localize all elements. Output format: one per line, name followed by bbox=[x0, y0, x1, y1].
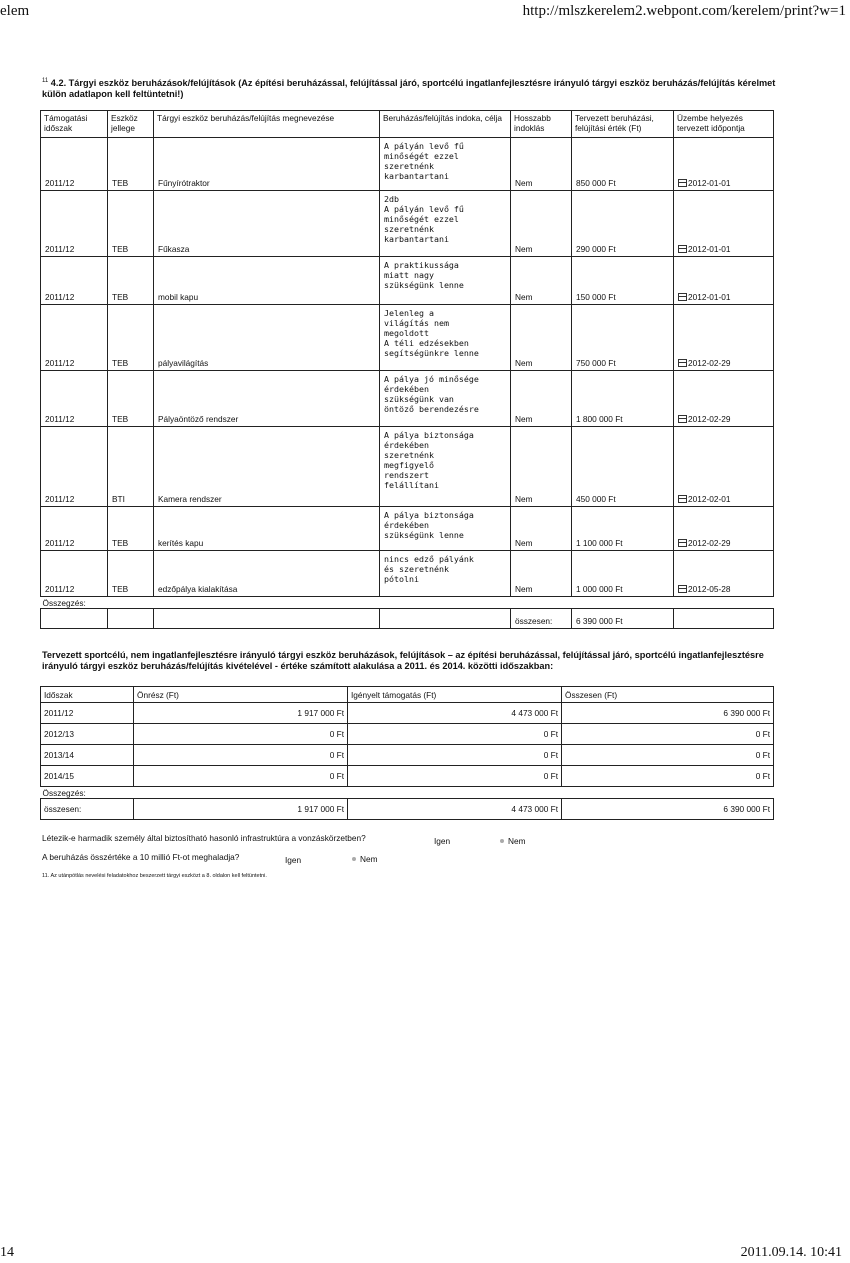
cell-total: 0 Ft bbox=[562, 724, 774, 745]
summary-row bbox=[41, 609, 774, 629]
table-header-row bbox=[41, 687, 774, 703]
cell-total: 6 390 000 Ft bbox=[562, 703, 774, 724]
asset-investment-table bbox=[40, 110, 774, 629]
cell-own: 0 Ft bbox=[134, 724, 348, 745]
date-value: 2012-05-28 bbox=[688, 584, 731, 594]
date-value: 2012-01-01 bbox=[688, 292, 731, 302]
cell-period: 2011/12 bbox=[41, 427, 108, 507]
cell-type: TEB bbox=[108, 257, 154, 305]
cell-period: 2011/12 bbox=[41, 257, 108, 305]
cell-requested: 0 Ft bbox=[348, 724, 562, 745]
col-header-type: Eszköz jellege bbox=[108, 111, 154, 138]
cell-period: 2011/12 bbox=[41, 703, 134, 724]
cell-value: 150 000 Ft bbox=[572, 257, 674, 305]
cell-type: TEB bbox=[108, 551, 154, 597]
cell-value: 1 000 000 Ft bbox=[572, 551, 674, 597]
table-row bbox=[41, 371, 774, 427]
summary-row bbox=[41, 799, 774, 820]
cell-name: mobil kapu bbox=[154, 257, 380, 305]
cell-period: 2011/12 bbox=[41, 551, 108, 597]
cell-value: 450 000 Ft bbox=[572, 427, 674, 507]
col-header-date: Üzembe helyezés tervezett időpontja bbox=[674, 111, 774, 138]
table-header-row bbox=[41, 111, 774, 138]
cell-period: 2011/12 bbox=[41, 138, 108, 191]
cell-longer: Nem bbox=[511, 371, 572, 427]
summary-cell bbox=[380, 609, 511, 629]
cell-total: 0 Ft bbox=[562, 766, 774, 787]
radio-dot-icon bbox=[352, 857, 356, 861]
cell-period: 2011/12 bbox=[41, 305, 108, 371]
summary-cell bbox=[674, 609, 774, 629]
calendar-icon[interactable] bbox=[678, 245, 687, 253]
cell-own: 0 Ft bbox=[134, 766, 348, 787]
question-over-10m: A beruházás összértéke a 10 millió Ft-ot meghaladja? bbox=[42, 852, 240, 862]
cell-value: 750 000 Ft bbox=[572, 305, 674, 371]
footnote-ref: 11 bbox=[42, 78, 49, 84]
calendar-icon[interactable] bbox=[678, 415, 687, 423]
question-third-party: Létezik-e harmadik személy által biztosítható hasonló infrastruktúra a vonzáskörzetben? bbox=[42, 833, 366, 843]
cell-period: 2014/15 bbox=[41, 766, 134, 787]
total-own: 1 917 000 Ft bbox=[134, 799, 348, 820]
cell-longer: Nem bbox=[511, 507, 572, 551]
date-value: 2012-02-29 bbox=[688, 538, 731, 548]
cell-date[interactable] bbox=[674, 507, 774, 551]
date-value: 2012-02-29 bbox=[688, 414, 731, 424]
radio-no-label: Nem bbox=[508, 836, 526, 846]
radio-no-label: Nem bbox=[360, 854, 378, 864]
total-value: 6 390 000 Ft bbox=[572, 609, 674, 629]
cell-longer: Nem bbox=[511, 191, 572, 257]
calendar-icon[interactable] bbox=[678, 539, 687, 547]
cell-longer: Nem bbox=[511, 551, 572, 597]
cell-name: Fűnyírótraktor bbox=[154, 138, 380, 191]
cell-total: 0 Ft bbox=[562, 745, 774, 766]
cell-longer: Nem bbox=[511, 257, 572, 305]
cell-period: 2011/12 bbox=[41, 507, 108, 551]
summary-cell bbox=[41, 609, 108, 629]
table-row bbox=[41, 191, 774, 257]
date-value: 2012-02-29 bbox=[688, 358, 731, 368]
cell-date[interactable] bbox=[674, 551, 774, 597]
table-row bbox=[41, 427, 774, 507]
cell-reason: A pálya biztonsága érdekében szükségünk lenne bbox=[380, 507, 511, 551]
period-breakdown-table bbox=[40, 686, 774, 820]
cell-type: TEB bbox=[108, 507, 154, 551]
cell-period: 2013/14 bbox=[41, 745, 134, 766]
cell-longer: Nem bbox=[511, 138, 572, 191]
date-value: 2012-01-01 bbox=[688, 178, 731, 188]
table-row bbox=[41, 724, 774, 745]
calendar-icon[interactable] bbox=[678, 495, 687, 503]
cell-reason: A pályán levő fű minőségét ezzel szeretnénk karbantartani bbox=[380, 138, 511, 191]
cell-date[interactable] bbox=[674, 191, 774, 257]
cell-date[interactable] bbox=[674, 427, 774, 507]
col-header-name: Tárgyi eszköz beruházás/felújítás megnevezése bbox=[154, 111, 380, 138]
cell-longer: Nem bbox=[511, 305, 572, 371]
cell-reason: A pálya jó minősége érdekében szükségünk van öntöző berendezésre bbox=[380, 371, 511, 427]
calendar-icon[interactable] bbox=[678, 179, 687, 187]
date-value: 2012-01-01 bbox=[688, 244, 731, 254]
cell-requested: 0 Ft bbox=[348, 766, 562, 787]
header-left-text: elem bbox=[0, 3, 30, 19]
cell-type: BTI bbox=[108, 427, 154, 507]
table-row bbox=[41, 305, 774, 371]
summary-cell bbox=[108, 609, 154, 629]
section-title bbox=[42, 76, 782, 100]
table-row bbox=[41, 507, 774, 551]
summary-cell bbox=[154, 609, 380, 629]
calendar-icon[interactable] bbox=[678, 293, 687, 301]
calendar-icon[interactable] bbox=[678, 359, 687, 367]
summary-label-row bbox=[41, 787, 774, 799]
radio-yes-third-party[interactable]: Igen bbox=[434, 836, 451, 846]
radio-no-over-10m[interactable] bbox=[352, 854, 378, 864]
cell-requested: 0 Ft bbox=[348, 745, 562, 766]
summary-label: Összegzés: bbox=[41, 787, 774, 799]
cell-date[interactable] bbox=[674, 371, 774, 427]
cell-longer: Nem bbox=[511, 427, 572, 507]
cell-type: TEB bbox=[108, 305, 154, 371]
cell-type: TEB bbox=[108, 371, 154, 427]
cell-name: pályavilágítás bbox=[154, 305, 380, 371]
table-row bbox=[41, 766, 774, 787]
cell-name: Fűkasza bbox=[154, 191, 380, 257]
table-row bbox=[41, 138, 774, 191]
cell-value: 290 000 Ft bbox=[572, 191, 674, 257]
cell-reason: 2db A pályán levő fű minőségét ezzel szeretnénk karbantartani bbox=[380, 191, 511, 257]
cell-value: 850 000 Ft bbox=[572, 138, 674, 191]
col-header-period: Támogatási időszak bbox=[41, 111, 108, 138]
radio-yes-over-10m[interactable]: Igen bbox=[285, 855, 302, 865]
cell-reason: A pálya biztonsága érdekében szeretnénk megfigyelő rendszert felállítani bbox=[380, 427, 511, 507]
cell-period: 2011/12 bbox=[41, 371, 108, 427]
table-row bbox=[41, 551, 774, 597]
cell-value: 1 100 000 Ft bbox=[572, 507, 674, 551]
cell-name: Kamera rendszer bbox=[154, 427, 380, 507]
cell-name: edzőpálya kialakítása bbox=[154, 551, 380, 597]
cell-date[interactable] bbox=[674, 138, 774, 191]
cell-reason: Jelenleg a világítás nem megoldott A téli edzésekben segítségünkre lenne bbox=[380, 305, 511, 371]
cell-own: 0 Ft bbox=[134, 745, 348, 766]
cell-type: TEB bbox=[108, 138, 154, 191]
cell-period: 2012/13 bbox=[41, 724, 134, 745]
cell-value: 1 800 000 Ft bbox=[572, 371, 674, 427]
cell-own: 1 917 000 Ft bbox=[134, 703, 348, 724]
table-row bbox=[41, 257, 774, 305]
header-url: http://mlszkerelem2.webpont.com/kerelem/print?w=1 bbox=[522, 3, 846, 19]
summary-label-row bbox=[41, 597, 774, 609]
col-header-own: Önrész (Ft) bbox=[134, 687, 348, 703]
cell-date[interactable] bbox=[674, 305, 774, 371]
footnote: 11. Az utánpótlás nevelési feladatokhoz beszerzett tárgyi eszközt a 8. oldalon kell feltüntetni. bbox=[42, 873, 267, 879]
col-header-longer: Hosszabb indoklás bbox=[511, 111, 572, 138]
cell-type: TEB bbox=[108, 191, 154, 257]
radio-dot-icon bbox=[500, 839, 504, 843]
calendar-icon[interactable] bbox=[678, 585, 687, 593]
col-header-reason: Beruházás/felújítás indoka, célja bbox=[380, 111, 511, 138]
table-row bbox=[41, 703, 774, 724]
cell-date[interactable] bbox=[674, 257, 774, 305]
section2-title: Tervezett sportcélú, nem ingatlanfejlesztésre irányuló tárgyi eszköz beruházások, felújítások – az építési beruházással, felújítással járó, sportcélú ingatlanfejlesztésre irányuló tárgyi eszköz beruházás/felújítás kivételével - értéke számított alakulása a 2011. és 2014. közötti időszakban: bbox=[42, 650, 764, 671]
col-header-total: Összesen (Ft) bbox=[562, 687, 774, 703]
date-value: 2012-02-01 bbox=[688, 494, 731, 504]
total-label: összesen: bbox=[511, 609, 572, 629]
cell-period: 2011/12 bbox=[41, 191, 108, 257]
cell-name: Pályaöntöző rendszer bbox=[154, 371, 380, 427]
cell-requested: 4 473 000 Ft bbox=[348, 703, 562, 724]
page-number: 14 bbox=[0, 1245, 14, 1260]
total-sum: 6 390 000 Ft bbox=[562, 799, 774, 820]
col-header-requested: Igényelt támogatás (Ft) bbox=[348, 687, 562, 703]
cell-reason: nincs edző pályánk és szeretnénk pótolni bbox=[380, 551, 511, 597]
section-title-text: 4.2. Tárgyi eszköz beruházások/felújítások (Az építési beruházással, felújítással járó, sportcélú ingatlanfejlesztésre irányuló tárgyi eszköz beruházás/felújítás kérelmet külön adatlapon kell feltüntetni!) bbox=[42, 78, 776, 100]
table-row bbox=[41, 745, 774, 766]
col-header-period: Időszak bbox=[41, 687, 134, 703]
radio-no-third-party[interactable] bbox=[500, 836, 526, 846]
total-label: összesen: bbox=[41, 799, 134, 820]
summary-label: Összegzés: bbox=[41, 597, 774, 609]
col-header-value: Tervezett beruházási, felújítási érték (Ft) bbox=[572, 111, 674, 138]
print-timestamp: 2011.09.14. 10:41 bbox=[740, 1245, 842, 1260]
cell-name: kerítés kapu bbox=[154, 507, 380, 551]
total-requested: 4 473 000 Ft bbox=[348, 799, 562, 820]
cell-reason: A praktikussága miatt nagy szükségünk lenne bbox=[380, 257, 511, 305]
